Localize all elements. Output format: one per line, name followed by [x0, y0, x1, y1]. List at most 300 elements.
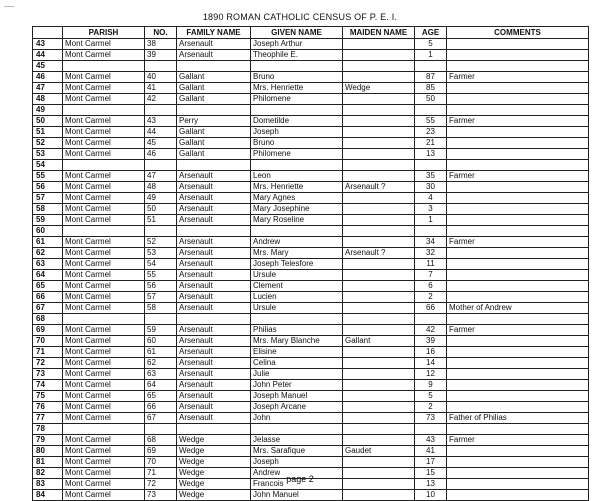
age-cell [415, 424, 447, 435]
row-number: 74 [33, 380, 63, 391]
given-name-cell: Mrs. Mary Blanche [251, 336, 343, 347]
number-cell [145, 105, 177, 116]
family-name-cell: Gallant [177, 94, 251, 105]
maiden-name-cell [343, 215, 415, 226]
number-cell: 65 [145, 391, 177, 402]
age-cell: 1 [415, 215, 447, 226]
given-name-cell: Joseph Manuel [251, 391, 343, 402]
parish-cell: Mont Carmel [63, 259, 145, 270]
family-name-cell: Wedge [177, 468, 251, 479]
family-name-cell: Arsenault [177, 248, 251, 259]
given-name-cell: Mrs. Mary [251, 248, 343, 259]
parish-cell: Mont Carmel [63, 446, 145, 457]
table-row [33, 336, 589, 347]
maiden-name-cell [343, 259, 415, 270]
number-cell: 50 [145, 204, 177, 215]
given-name-cell: Joseph Arthur [251, 39, 343, 50]
number-cell: 41 [145, 83, 177, 94]
family-name-cell: Arsenault [177, 380, 251, 391]
given-name-cell: Joseph [251, 457, 343, 468]
parish-cell: Mont Carmel [63, 391, 145, 402]
parish-cell: Mont Carmel [63, 39, 145, 50]
table-row [33, 303, 589, 314]
parish-cell: Mont Carmel [63, 336, 145, 347]
parish-cell [63, 105, 145, 116]
parish-cell: Mont Carmel [63, 347, 145, 358]
number-cell: 61 [145, 347, 177, 358]
parish-cell: Mont Carmel [63, 468, 145, 479]
parish-cell: Mont Carmel [63, 127, 145, 138]
row-number: 71 [33, 347, 63, 358]
given-name-cell: Celina [251, 358, 343, 369]
parish-cell: Mont Carmel [63, 94, 145, 105]
table-row [33, 413, 589, 424]
given-name-cell: Bruno [251, 72, 343, 83]
given-name-cell: John Manuel [251, 490, 343, 501]
parish-cell: Mont Carmel [63, 457, 145, 468]
maiden-name-cell [343, 314, 415, 325]
given-name-cell: Mary Josephine [251, 204, 343, 215]
family-name-cell: Arsenault [177, 336, 251, 347]
comments-cell [447, 369, 589, 380]
comments-cell [447, 193, 589, 204]
age-cell: 4 [415, 193, 447, 204]
family-name-cell: Arsenault [177, 237, 251, 248]
age-cell: 1 [415, 50, 447, 61]
family-name-cell [177, 424, 251, 435]
given-name-cell: Dometilde [251, 116, 343, 127]
parish-cell: Mont Carmel [63, 369, 145, 380]
parish-cell: Mont Carmel [63, 281, 145, 292]
maiden-name-cell [343, 94, 415, 105]
row-number: 56 [33, 182, 63, 193]
comments-cell [447, 336, 589, 347]
comments-cell [447, 347, 589, 358]
comments-cell [447, 270, 589, 281]
table-row [33, 292, 589, 303]
row-number: 80 [33, 446, 63, 457]
table-row [33, 237, 589, 248]
age-cell: 50 [415, 94, 447, 105]
given-name-cell: Mary Agnes [251, 193, 343, 204]
age-cell [415, 160, 447, 171]
maiden-name-cell [343, 347, 415, 358]
family-name-cell: Arsenault [177, 182, 251, 193]
maiden-name-cell [343, 193, 415, 204]
maiden-name-cell [343, 72, 415, 83]
header-parish: PARISH [63, 27, 145, 39]
family-name-cell: Wedge [177, 435, 251, 446]
given-name-cell: Philomene [251, 94, 343, 105]
comments-cell: Farmer [447, 325, 589, 336]
family-name-cell [177, 314, 251, 325]
table-row [33, 94, 589, 105]
given-name-cell: Ursule [251, 270, 343, 281]
parish-cell: Mont Carmel [63, 358, 145, 369]
table-row [33, 171, 589, 182]
maiden-name-cell [343, 369, 415, 380]
given-name-cell: Lucien [251, 292, 343, 303]
given-name-cell: Francois [251, 479, 343, 490]
comments-cell: Farmer [447, 435, 589, 446]
comments-cell [447, 424, 589, 435]
maiden-name-cell [343, 270, 415, 281]
maiden-name-cell [343, 138, 415, 149]
row-number: 83 [33, 479, 63, 490]
parish-cell: Mont Carmel [63, 303, 145, 314]
age-cell: 12 [415, 369, 447, 380]
row-number: 57 [33, 193, 63, 204]
table-row [33, 435, 589, 446]
given-name-cell [251, 105, 343, 116]
age-cell: 39 [415, 336, 447, 347]
family-name-cell: Gallant [177, 72, 251, 83]
number-cell [145, 160, 177, 171]
parish-cell: Mont Carmel [63, 237, 145, 248]
header-maiden-name: MAIDEN NAME [343, 27, 415, 39]
family-name-cell: Arsenault [177, 402, 251, 413]
row-number: 77 [33, 413, 63, 424]
parish-cell: Mont Carmel [63, 413, 145, 424]
number-cell: 49 [145, 193, 177, 204]
family-name-cell: Arsenault [177, 413, 251, 424]
given-name-cell [251, 160, 343, 171]
row-number: 55 [33, 171, 63, 182]
number-cell: 40 [145, 72, 177, 83]
family-name-cell: Arsenault [177, 171, 251, 182]
family-name-cell: Arsenault [177, 303, 251, 314]
family-name-cell: Arsenault [177, 215, 251, 226]
family-name-cell: Arsenault [177, 50, 251, 61]
given-name-cell: John [251, 413, 343, 424]
maiden-name-cell [343, 237, 415, 248]
header-row-number [33, 27, 63, 39]
family-name-cell: Wedge [177, 457, 251, 468]
comments-cell [447, 105, 589, 116]
given-name-cell: Andrew [251, 468, 343, 479]
row-number: 64 [33, 270, 63, 281]
parish-cell [63, 424, 145, 435]
comments-cell [447, 380, 589, 391]
given-name-cell: Bruno [251, 138, 343, 149]
age-cell: 43 [415, 435, 447, 446]
row-number: 51 [33, 127, 63, 138]
comments-cell [447, 61, 589, 72]
family-name-cell: Arsenault [177, 391, 251, 402]
maiden-name-cell [343, 204, 415, 215]
age-cell: 10 [415, 490, 447, 501]
table-row [33, 358, 589, 369]
table-row [33, 402, 589, 413]
table-row [33, 116, 589, 127]
parish-cell [63, 314, 145, 325]
age-cell: 5 [415, 391, 447, 402]
number-cell: 58 [145, 303, 177, 314]
maiden-name-cell [343, 413, 415, 424]
row-number: 46 [33, 72, 63, 83]
row-number: 48 [33, 94, 63, 105]
row-number: 67 [33, 303, 63, 314]
age-cell: 41 [415, 446, 447, 457]
comments-cell: Farmer [447, 237, 589, 248]
comments-cell [447, 204, 589, 215]
table-row [33, 50, 589, 61]
parish-cell: Mont Carmel [63, 325, 145, 336]
family-name-cell: Arsenault [177, 369, 251, 380]
family-name-cell: Wedge [177, 446, 251, 457]
comments-cell: Farmer [447, 72, 589, 83]
maiden-name-cell [343, 435, 415, 446]
parish-cell [63, 61, 145, 72]
comments-cell [447, 457, 589, 468]
age-cell: 9 [415, 380, 447, 391]
table-row [33, 215, 589, 226]
family-name-cell: Wedge [177, 479, 251, 490]
given-name-cell: Clement [251, 281, 343, 292]
comments-cell [447, 50, 589, 61]
age-cell: 13 [415, 149, 447, 160]
comments-cell [447, 248, 589, 259]
row-number: 68 [33, 314, 63, 325]
maiden-name-cell [343, 303, 415, 314]
header-comments: COMMENTS [447, 27, 589, 39]
maiden-name-cell: Wedge [343, 83, 415, 94]
maiden-name-cell [343, 160, 415, 171]
given-name-cell: Julie [251, 369, 343, 380]
family-name-cell [177, 160, 251, 171]
age-cell: 13 [415, 479, 447, 490]
age-cell: 14 [415, 358, 447, 369]
row-number: 65 [33, 281, 63, 292]
number-cell: 66 [145, 402, 177, 413]
table-row [33, 39, 589, 50]
number-cell [145, 314, 177, 325]
age-cell: 73 [415, 413, 447, 424]
parish-cell: Mont Carmel [63, 479, 145, 490]
family-name-cell: Arsenault [177, 204, 251, 215]
row-number: 58 [33, 204, 63, 215]
parish-cell: Mont Carmel [63, 270, 145, 281]
header-given-name: GIVEN NAME [251, 27, 343, 39]
row-number: 62 [33, 248, 63, 259]
row-number: 75 [33, 391, 63, 402]
row-number: 66 [33, 292, 63, 303]
row-number: 73 [33, 369, 63, 380]
given-name-cell: Mrs. Sarafique [251, 446, 343, 457]
table-row [33, 369, 589, 380]
maiden-name-cell [343, 358, 415, 369]
row-number: 60 [33, 226, 63, 237]
row-number: 54 [33, 160, 63, 171]
comments-cell [447, 490, 589, 501]
given-name-cell: Mrs. Henriette [251, 182, 343, 193]
table-row [33, 325, 589, 336]
row-number: 52 [33, 138, 63, 149]
age-cell: 11 [415, 259, 447, 270]
age-cell: 17 [415, 457, 447, 468]
row-number: 59 [33, 215, 63, 226]
parish-cell: Mont Carmel [63, 380, 145, 391]
number-cell: 70 [145, 457, 177, 468]
number-cell: 55 [145, 270, 177, 281]
parish-cell: Mont Carmel [63, 215, 145, 226]
given-name-cell: Jelasse [251, 435, 343, 446]
maiden-name-cell [343, 149, 415, 160]
maiden-name-cell [343, 171, 415, 182]
parish-cell: Mont Carmel [63, 204, 145, 215]
comments-cell [447, 226, 589, 237]
comments-cell [447, 314, 589, 325]
age-cell [415, 314, 447, 325]
parish-cell: Mont Carmel [63, 292, 145, 303]
table-row [33, 314, 589, 325]
row-number: 84 [33, 490, 63, 501]
table-row [33, 380, 589, 391]
number-cell: 71 [145, 468, 177, 479]
row-number: 63 [33, 259, 63, 270]
family-name-cell: Arsenault [177, 193, 251, 204]
table-row [33, 391, 589, 402]
age-cell: 35 [415, 171, 447, 182]
given-name-cell: Joseph Arcane [251, 402, 343, 413]
age-cell: 16 [415, 347, 447, 358]
table-row [33, 204, 589, 215]
number-cell: 72 [145, 479, 177, 490]
number-cell: 60 [145, 336, 177, 347]
age-cell: 21 [415, 138, 447, 149]
number-cell [145, 61, 177, 72]
comments-cell [447, 160, 589, 171]
age-cell: 55 [415, 116, 447, 127]
family-name-cell: Arsenault [177, 292, 251, 303]
row-number: 50 [33, 116, 63, 127]
row-number: 49 [33, 105, 63, 116]
number-cell: 43 [145, 116, 177, 127]
given-name-cell: Ursule [251, 303, 343, 314]
header-number: NO. [145, 27, 177, 39]
age-cell: 66 [415, 303, 447, 314]
age-cell: 15 [415, 468, 447, 479]
number-cell: 56 [145, 281, 177, 292]
page-number: page 2 [286, 474, 314, 484]
table-row [33, 138, 589, 149]
parish-cell: Mont Carmel [63, 138, 145, 149]
number-cell: 47 [145, 171, 177, 182]
header-family-name: FAMILY NAME [177, 27, 251, 39]
table-row [33, 226, 589, 237]
comments-cell: Father of Philias [447, 413, 589, 424]
comments-cell [447, 182, 589, 193]
age-cell: 7 [415, 270, 447, 281]
comments-cell [447, 402, 589, 413]
family-name-cell: Arsenault [177, 281, 251, 292]
maiden-name-cell [343, 50, 415, 61]
family-name-cell [177, 105, 251, 116]
parish-cell: Mont Carmel [63, 50, 145, 61]
row-number: 45 [33, 61, 63, 72]
comments-cell [447, 215, 589, 226]
table-row [33, 160, 589, 171]
census-body [33, 39, 589, 501]
given-name-cell: John Peter [251, 380, 343, 391]
number-cell: 42 [145, 94, 177, 105]
maiden-name-cell [343, 61, 415, 72]
age-cell: 2 [415, 402, 447, 413]
parish-cell: Mont Carmel [63, 182, 145, 193]
number-cell: 45 [145, 138, 177, 149]
table-row [33, 193, 589, 204]
family-name-cell [177, 61, 251, 72]
number-cell: 63 [145, 369, 177, 380]
family-name-cell: Arsenault [177, 39, 251, 50]
table-row [33, 105, 589, 116]
table-row [33, 270, 589, 281]
age-cell: 2 [415, 292, 447, 303]
maiden-name-cell [343, 39, 415, 50]
age-cell: 87 [415, 72, 447, 83]
parish-cell: Mont Carmel [63, 149, 145, 160]
table-row [33, 446, 589, 457]
number-cell: 51 [145, 215, 177, 226]
maiden-name-cell [343, 490, 415, 501]
family-name-cell: Arsenault [177, 358, 251, 369]
given-name-cell: Leon [251, 171, 343, 182]
family-name-cell: Gallant [177, 138, 251, 149]
given-name-cell: Andrew [251, 237, 343, 248]
table-row [33, 424, 589, 435]
row-number: 82 [33, 468, 63, 479]
age-cell [415, 226, 447, 237]
family-name-cell: Gallant [177, 149, 251, 160]
age-cell: 85 [415, 83, 447, 94]
maiden-name-cell [343, 116, 415, 127]
maiden-name-cell: Arsenault ? [343, 248, 415, 259]
number-cell: 57 [145, 292, 177, 303]
comments-cell [447, 446, 589, 457]
comments-cell [447, 391, 589, 402]
number-cell [145, 424, 177, 435]
header-age: AGE [415, 27, 447, 39]
maiden-name-cell [343, 424, 415, 435]
age-cell: 42 [415, 325, 447, 336]
comments-cell [447, 39, 589, 50]
table-row [33, 61, 589, 72]
table-row [33, 83, 589, 94]
row-number: 69 [33, 325, 63, 336]
age-cell: 6 [415, 281, 447, 292]
row-number: 70 [33, 336, 63, 347]
family-name-cell: Perry [177, 116, 251, 127]
header-row [33, 27, 589, 39]
family-name-cell: Gallant [177, 127, 251, 138]
family-name-cell: Arsenault [177, 270, 251, 281]
number-cell: 64 [145, 380, 177, 391]
given-name-cell [251, 226, 343, 237]
row-number: 47 [33, 83, 63, 94]
table-row [33, 259, 589, 270]
maiden-name-cell [343, 325, 415, 336]
maiden-name-cell [343, 292, 415, 303]
number-cell: 48 [145, 182, 177, 193]
given-name-cell: Mrs. Henriette [251, 83, 343, 94]
maiden-name-cell: Gaudet [343, 446, 415, 457]
row-number: 61 [33, 237, 63, 248]
number-cell: 53 [145, 248, 177, 259]
age-cell: 23 [415, 127, 447, 138]
given-name-cell: Theophile E. [251, 50, 343, 61]
number-cell: 59 [145, 325, 177, 336]
maiden-name-cell: Arsenault ? [343, 182, 415, 193]
